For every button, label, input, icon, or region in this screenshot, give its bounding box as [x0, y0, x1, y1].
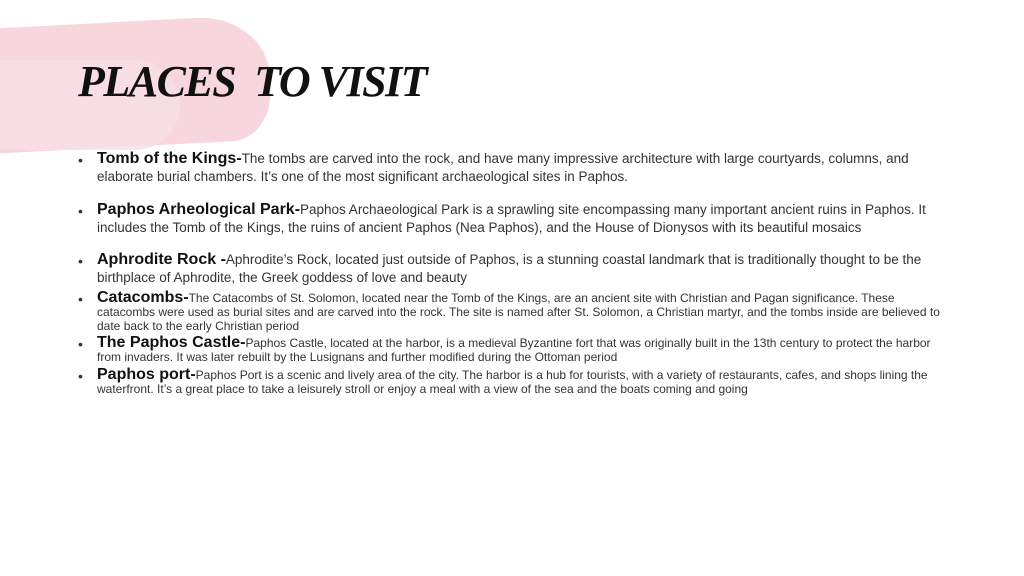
item-description: Paphos Castle, located at the harbor, is a medieval Byzantine fort that was originally built in the 13th century to protect the harbor from invaders. It was later rebuilt by the Lusignans and further modified during the Ottoman period	[97, 336, 931, 364]
item-heading: Paphos port-	[97, 366, 196, 383]
item-heading: Aphrodite Rock -	[97, 251, 226, 268]
item-heading: The Paphos Castle-	[97, 334, 246, 351]
item-heading: Tomb of the Kings-	[97, 150, 242, 167]
list-item-paphos-port	[78, 368, 948, 396]
list-item-catacombs	[78, 291, 948, 333]
item-heading: Catacombs-	[97, 289, 189, 306]
list-item-paphos-castle	[78, 336, 948, 364]
list-item-paphos-archaeological-park	[78, 201, 948, 237]
item-description: Paphos Port is a scenic and lively area of the city. The harbor is a hub for tourists, with a variety of restaurants, cafes, and shops lining the waterfront. It’s a great place to take a leisurely stroll or enjoy a meal with a view of the sea and the boats coming and going	[97, 368, 928, 396]
item-description: Aphrodite’s Rock, located just outside of Paphos, is a stunning coastal landmark that is traditionally thought to be the birthplace of Aphrodite, the Greek goddess of love and beauty	[97, 252, 922, 285]
item-description: The Catacombs of St. Solomon, located near the Tomb of the Kings, are an ancient site with Christian and Pagan significance. These catacombs were used as burial sites and are carved into the rock. The site is named after St. Solomon, a Christian martyr, and the tombs inside are believed to date back to the early Christian period	[97, 291, 940, 333]
list-item-tomb-of-the-kings	[78, 150, 948, 186]
item-description: The tombs are carved into the rock, and have many impressive architecture with large courtyards, columns, and elaborate burial chambers. It’s one of the most significant archaeological sites in Paphos.	[97, 151, 909, 184]
list-item-aphrodite-rock	[78, 251, 948, 287]
item-description: Paphos Archaeological Park is a sprawling site encompassing many important ancient ruins in Paphos. It includes the Tomb of the Kings, the ruins of ancient Paphos (Nea Paphos), and the House of Dionysos with its beautiful mosaics	[97, 202, 926, 235]
item-heading: Paphos Arheological Park-	[97, 201, 301, 218]
places-list	[78, 150, 948, 396]
slide-title: PLACES TO VISIT	[78, 57, 427, 106]
